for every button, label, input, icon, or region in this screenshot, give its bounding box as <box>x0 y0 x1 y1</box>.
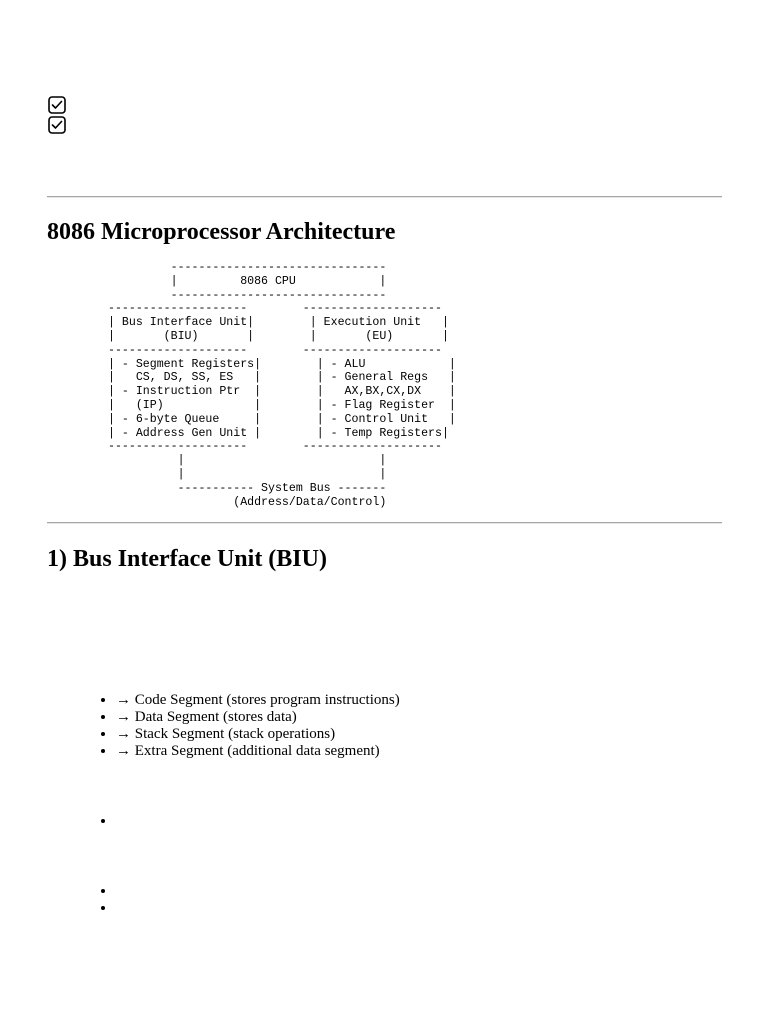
biu-heading: 1) Bus Interface Unit (BIU) <box>47 546 327 572</box>
architecture-heading: 8086 Microprocessor Architecture <box>47 219 396 245</box>
list-item: • → Data Segment (stores data) <box>116 709 400 726</box>
segment-list <box>64 692 400 760</box>
empty-bullet-list <box>64 813 116 830</box>
checkbox-checked-icon[interactable] <box>48 116 66 134</box>
checkbox-list <box>48 96 66 136</box>
checkbox-checked-icon[interactable] <box>48 96 66 114</box>
horizontal-divider <box>47 196 722 198</box>
cpu-architecture-diagram: ------------------------------- | 8086 CPU | ------------------------------- -------------------- -------------------- | Bus Interface Unit| | Execution Unit | | (BIU) | | (EU) | -------------------- -------------------- | - Segment Registers| | - ALU | | CS, DS, SS, ES | | - General Regs | | - Instruction Ptr | | AX,BX,CX,DX | | (IP) | | - Flag Register | | - 6-byte Queue | | - Control Unit | | - Address Gen Unit | | - Temp Registers| -------------------- -------------------- | | | | ----------- System Bus ------- (Address/Data/Control) <box>108 261 456 509</box>
list-item: • → Stack Segment (stack operations) <box>116 726 400 743</box>
empty-bullet-list <box>64 883 116 917</box>
horizontal-divider <box>47 522 722 524</box>
list-item: • → Extra Segment (additional data segment) <box>116 743 400 760</box>
list-item: • → Code Segment (stores program instructions) <box>116 692 400 709</box>
